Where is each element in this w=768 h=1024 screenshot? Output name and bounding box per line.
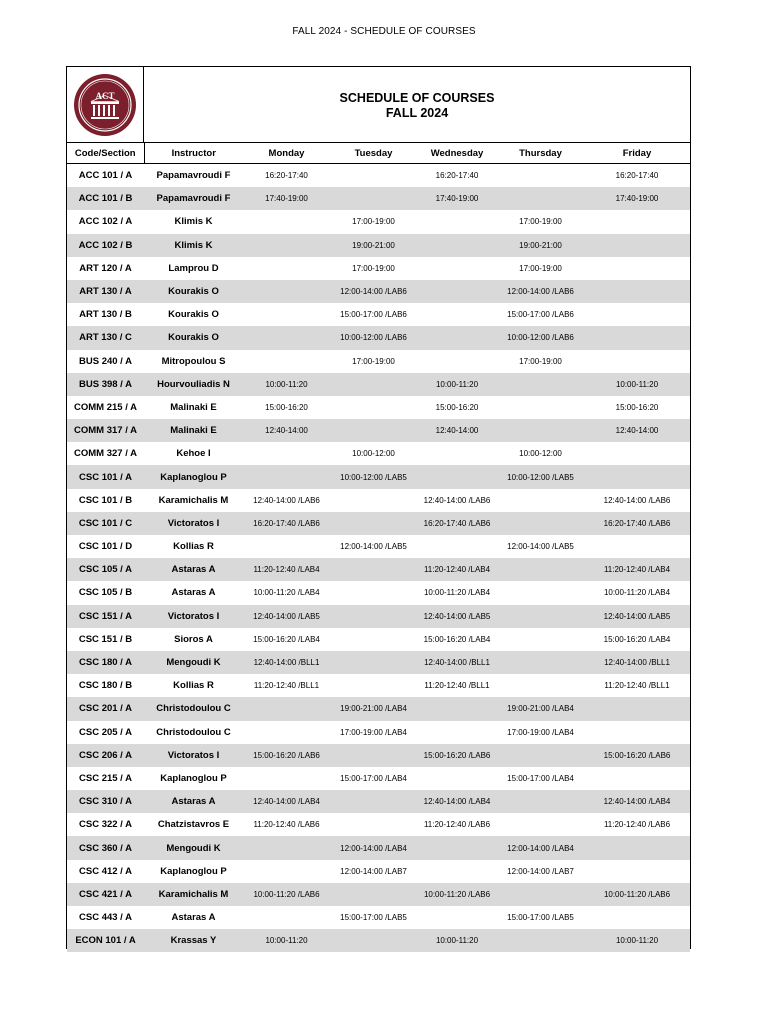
instructor-cell: Astaras A — [171, 587, 216, 599]
course-code-cell: CSC 206 / A — [67, 744, 144, 767]
course-code-cell: CSC 151 / B — [78, 633, 133, 645]
friday-cell: 16:20-17:40 /LAB6 — [584, 512, 690, 535]
monday-cell — [243, 767, 330, 790]
thursday-cell: 15:00-17:00 /LAB6 — [507, 310, 574, 320]
course-code-cell: CSC 205 / A — [79, 726, 132, 738]
table-row — [67, 790, 690, 813]
table-row — [67, 465, 690, 488]
tuesday-cell — [330, 164, 417, 188]
friday-cell: 10:00-11:20 /LAB4 — [603, 588, 671, 598]
instructor-cell: Kaplanoglou P — [144, 465, 243, 488]
tuesday-cell: 15:00-17:00 /LAB4 — [340, 773, 407, 783]
tuesday-cell — [330, 558, 417, 581]
thursday-cell — [497, 512, 584, 535]
wednesday-cell: 10:00-11:20 — [417, 373, 497, 396]
instructor-cell: Papamavroudi F — [156, 170, 231, 182]
friday-cell — [584, 721, 690, 744]
table-body — [67, 164, 690, 953]
wednesday-cell: 16:20-17:40 /LAB6 — [417, 512, 497, 535]
tuesday-cell — [330, 396, 417, 419]
thursday-cell: 17:00-19:00 — [519, 217, 562, 227]
friday-cell: 11:20-12:40 /BLL1 — [604, 681, 670, 691]
wednesday-cell — [417, 860, 497, 883]
instructor-cell: Kollias R — [173, 680, 214, 692]
friday-cell: 10:00-11:20 /LAB6 — [584, 883, 690, 906]
act-logo-seal — [72, 72, 138, 138]
thursday-cell: 15:00-17:00 /LAB4 — [507, 773, 574, 783]
instructor-cell: Mengoudi K — [144, 836, 243, 859]
friday-cell: 12:40-14:00 /LAB4 — [584, 790, 690, 813]
logo-cell — [67, 67, 144, 142]
thursday-cell — [497, 187, 584, 210]
friday-cell — [584, 210, 690, 233]
monday-cell — [243, 234, 330, 257]
monday-cell: 11:20-12:40 /LAB6 — [253, 820, 320, 830]
instructor-cell: Malinaki E — [144, 419, 243, 442]
wednesday-cell — [417, 465, 497, 488]
instructor-cell: Mitropoulou S — [161, 355, 226, 367]
instructor-cell: Chatzistavros E — [157, 819, 230, 831]
table-row — [67, 164, 690, 188]
page-header: FALL 2024 - SCHEDULE OF COURSES — [292, 26, 476, 37]
table-row — [67, 187, 690, 210]
table-row — [67, 419, 690, 442]
friday-cell: 12:40-14:00 /LAB5 — [584, 605, 690, 628]
table-row — [67, 813, 690, 836]
wednesday-cell: 15:00-16:20 /LAB6 — [417, 744, 497, 767]
course-code-cell: ACC 102 / B — [67, 234, 144, 257]
monday-cell — [243, 697, 330, 720]
monday-cell: 10:00-11:20 — [243, 373, 330, 396]
monday-cell — [243, 442, 330, 465]
thursday-cell — [497, 790, 584, 813]
tuesday-cell — [330, 605, 417, 628]
friday-cell: 16:20-17:40 — [615, 171, 659, 181]
wednesday-cell: 16:20-17:40 — [435, 171, 479, 181]
tuesday-cell — [330, 419, 417, 442]
thursday-cell — [497, 164, 584, 188]
tuesday-cell: 12:00-14:00 /LAB7 — [340, 866, 407, 876]
thursday-cell — [497, 674, 584, 697]
title-block — [144, 67, 690, 142]
instructor-cell: Victoratos I — [144, 605, 243, 628]
course-code-cell: CSC 322 / A — [79, 819, 132, 831]
course-code-cell: CSC 215 / A — [79, 772, 132, 784]
column-header-thursday: Thursday — [497, 143, 584, 164]
thursday-cell: 10:00-12:00 /LAB5 — [497, 465, 584, 488]
tuesday-cell: 15:00-17:00 /LAB6 — [340, 310, 407, 320]
wednesday-cell: 11:20-12:40 /BLL1 — [424, 681, 490, 691]
wednesday-cell — [417, 535, 497, 558]
monday-cell — [243, 280, 330, 303]
wednesday-cell — [417, 697, 497, 720]
instructor-cell: Christodoulou C — [144, 697, 243, 720]
wednesday-cell — [417, 350, 497, 373]
instructor-cell: Kourakis O — [168, 309, 219, 321]
course-code-cell: CSC 421 / A — [67, 883, 144, 906]
title-row — [67, 67, 690, 143]
thursday-cell: 10:00-12:00 — [519, 449, 562, 459]
tuesday-cell — [330, 929, 417, 952]
wednesday-cell — [417, 257, 497, 280]
monday-cell: 15:00-16:20 /LAB6 — [243, 744, 330, 767]
thursday-cell — [497, 651, 584, 674]
table-row — [67, 442, 690, 465]
thursday-cell — [497, 605, 584, 628]
instructor-cell: Karamichalis M — [158, 494, 229, 506]
instructor-cell: Sioros A — [174, 633, 213, 645]
monday-cell — [243, 350, 330, 373]
tuesday-cell: 12:00-14:00 /LAB4 — [330, 836, 417, 859]
table-row — [67, 303, 690, 326]
course-code-cell: ART 130 / A — [67, 280, 144, 303]
thursday-cell — [497, 558, 584, 581]
table-row — [67, 767, 690, 790]
wednesday-cell — [417, 906, 497, 929]
monday-cell: 12:40-14:00 /LAB4 — [243, 790, 330, 813]
instructor-cell: Astaras A — [144, 790, 243, 813]
course-code-cell: CSC 360 / A — [67, 836, 144, 859]
course-code-cell: BUS 398 / A — [67, 373, 144, 396]
tuesday-cell: 17:00-19:00 — [352, 263, 395, 273]
thursday-cell — [497, 396, 584, 419]
instructor-cell: Kollias R — [173, 541, 214, 553]
monday-cell — [243, 257, 330, 280]
column-header-code: Code/Section — [67, 143, 144, 164]
friday-cell: 10:00-11:20 — [584, 929, 690, 952]
table-row — [67, 257, 690, 280]
friday-cell: 12:40-14:00 — [584, 419, 690, 442]
table-row — [67, 697, 690, 720]
monday-cell — [243, 721, 330, 744]
wednesday-cell: 12:40-14:00 — [417, 419, 497, 442]
wednesday-cell: 15:00-16:20 /LAB4 — [423, 634, 491, 644]
course-code-cell: ART 130 / C — [67, 326, 144, 349]
instructor-cell: Lamprou D — [168, 262, 219, 274]
column-header-tuesday: Tuesday — [330, 143, 417, 164]
wednesday-cell — [417, 721, 497, 744]
course-code-cell: CSC 105 / A — [67, 558, 144, 581]
monday-cell — [243, 906, 330, 929]
friday-cell: 15:00-16:20 — [615, 402, 659, 412]
thursday-cell — [497, 929, 584, 952]
monday-cell — [243, 535, 330, 558]
monday-cell — [243, 210, 330, 233]
thursday-cell: 17:00-19:00 — [519, 263, 562, 273]
tuesday-cell — [330, 489, 417, 512]
monday-cell — [243, 303, 330, 326]
instructor-cell: Christodoulou C — [156, 726, 231, 738]
tuesday-cell — [330, 883, 417, 906]
thursday-cell: 12:00-14:00 /LAB4 — [497, 836, 584, 859]
thursday-cell — [497, 628, 584, 651]
instructor-cell: Mengoudi K — [144, 651, 243, 674]
instructor-cell: Astaras A — [144, 558, 243, 581]
table-row — [67, 721, 690, 744]
thursday-cell — [497, 489, 584, 512]
friday-cell: 11:20-12:40 /LAB6 — [603, 820, 671, 830]
course-code-cell: COMM 327 / A — [74, 448, 137, 460]
tuesday-cell: 12:00-14:00 /LAB5 — [340, 542, 407, 552]
tuesday-cell — [330, 744, 417, 767]
friday-cell — [584, 767, 690, 790]
tuesday-cell: 17:00-19:00 — [352, 356, 395, 366]
course-code-cell: CSC 101 / A — [67, 465, 144, 488]
table-row — [67, 373, 690, 396]
friday-cell — [584, 906, 690, 929]
friday-cell — [584, 697, 690, 720]
tuesday-cell — [330, 813, 417, 836]
thursday-cell: 12:00-14:00 /LAB6 — [497, 280, 584, 303]
wednesday-cell — [417, 303, 497, 326]
instructor-cell: Kourakis O — [144, 280, 243, 303]
wednesday-cell — [417, 210, 497, 233]
instructor-cell: Victoratos I — [144, 512, 243, 535]
wednesday-cell: 11:20-12:40 /LAB6 — [423, 820, 491, 830]
wednesday-cell: 12:40-14:00 /LAB4 — [417, 790, 497, 813]
monday-cell: 12:40-14:00 — [243, 419, 330, 442]
instructor-cell: Krassas Y — [144, 929, 243, 952]
title-line-1: SCHEDULE OF COURSES — [339, 90, 495, 105]
monday-cell: 11:20-12:40 /LAB4 — [243, 558, 330, 581]
friday-cell: 15:00-16:20 /LAB6 — [584, 744, 690, 767]
course-code-cell: ACC 102 / A — [78, 216, 133, 228]
monday-cell: 11:20-12:40 /BLL1 — [253, 681, 320, 691]
instructor-cell: Kaplanoglou P — [160, 865, 227, 877]
instructor-cell: Malinaki E — [170, 401, 217, 413]
monday-cell: 10:00-11:20 /LAB6 — [243, 883, 330, 906]
friday-cell — [584, 280, 690, 303]
table-row — [67, 605, 690, 628]
course-code-cell: BUS 240 / A — [79, 355, 132, 367]
instructor-cell: Kaplanoglou P — [160, 772, 227, 784]
friday-cell: 17:40-19:00 — [584, 187, 690, 210]
table-row — [67, 489, 690, 512]
course-code-cell: CSC 151 / A — [67, 605, 144, 628]
monday-cell — [243, 465, 330, 488]
instructor-cell: Klimis K — [174, 216, 213, 228]
table-row — [67, 860, 690, 883]
tuesday-cell — [330, 373, 417, 396]
instructor-cell: Astaras A — [171, 912, 216, 924]
monday-cell: 15:00-16:20 — [265, 402, 308, 412]
wednesday-cell: 12:40-14:00 /LAB5 — [417, 605, 497, 628]
wednesday-cell — [417, 234, 497, 257]
tuesday-cell — [330, 790, 417, 813]
wednesday-cell: 17:40-19:00 — [417, 187, 497, 210]
thursday-cell — [497, 883, 584, 906]
tuesday-cell — [330, 581, 417, 604]
course-code-cell: CSC 201 / A — [67, 697, 144, 720]
column-header-instructor: Instructor — [144, 143, 243, 164]
monday-cell: 16:20-17:40 — [265, 171, 308, 181]
monday-cell — [243, 860, 330, 883]
course-table — [67, 143, 690, 952]
friday-cell — [584, 465, 690, 488]
table-row — [67, 234, 690, 257]
friday-cell: 15:00-16:20 /LAB4 — [603, 634, 671, 644]
thursday-cell: 12:00-14:00 /LAB5 — [507, 542, 574, 552]
course-code-cell: CSC 101 / B — [78, 494, 133, 506]
friday-cell — [584, 303, 690, 326]
tuesday-cell — [330, 651, 417, 674]
title-line-2: FALL 2024 — [385, 105, 449, 120]
table-row — [67, 906, 690, 929]
instructor-cell: Victoratos I — [144, 744, 243, 767]
table-row — [67, 628, 690, 651]
table-row — [67, 280, 690, 303]
course-code-cell: CSC 443 / A — [79, 912, 132, 924]
wednesday-cell — [417, 326, 497, 349]
instructor-cell: Hourvouliadis N — [144, 373, 243, 396]
friday-cell — [584, 326, 690, 349]
table-row — [67, 883, 690, 906]
monday-cell — [243, 326, 330, 349]
thursday-cell — [497, 744, 584, 767]
friday-cell — [584, 350, 690, 373]
wednesday-cell: 12:40-14:00 /BLL1 — [417, 651, 497, 674]
course-code-cell: ART 130 / B — [79, 309, 132, 321]
monday-cell: 15:00-16:20 /LAB4 — [253, 634, 320, 644]
monday-cell — [243, 836, 330, 859]
tuesday-cell: 10:00-12:00 /LAB5 — [330, 465, 417, 488]
table-row — [67, 326, 690, 349]
monday-cell: 12:40-14:00 /BLL1 — [243, 651, 330, 674]
course-code-cell: COMM 317 / A — [67, 419, 144, 442]
course-code-cell: ACC 101 / B — [67, 187, 144, 210]
table-row — [67, 210, 690, 233]
course-code-cell: CSC 180 / B — [78, 680, 133, 692]
table-row — [67, 929, 690, 952]
friday-cell — [584, 442, 690, 465]
thursday-cell — [497, 373, 584, 396]
tuesday-cell: 10:00-12:00 /LAB6 — [330, 326, 417, 349]
wednesday-cell: 10:00-11:20 /LAB4 — [423, 588, 491, 598]
friday-cell — [584, 257, 690, 280]
wednesday-cell: 11:20-12:40 /LAB4 — [417, 558, 497, 581]
table-row — [67, 581, 690, 604]
course-code-cell: CSC 101 / D — [78, 541, 133, 553]
table-row — [67, 836, 690, 859]
table-row — [67, 535, 690, 558]
wednesday-cell: 12:40-14:00 /LAB6 — [423, 495, 491, 505]
wednesday-cell: 10:00-11:20 /LAB6 — [417, 883, 497, 906]
tuesday-cell: 10:00-12:00 — [352, 449, 395, 459]
wednesday-cell: 10:00-11:20 — [417, 929, 497, 952]
monday-cell: 16:20-17:40 /LAB6 — [243, 512, 330, 535]
instructor-cell: Papamavroudi F — [144, 187, 243, 210]
table-row — [67, 651, 690, 674]
table-row — [67, 744, 690, 767]
wednesday-cell: 15:00-16:20 — [435, 402, 479, 412]
friday-cell: 11:20-12:40 /LAB4 — [584, 558, 690, 581]
course-code-cell: CSC 105 / B — [78, 587, 133, 599]
friday-cell — [584, 836, 690, 859]
monday-cell: 12:40-14:00 /LAB6 — [253, 495, 320, 505]
table-row — [67, 674, 690, 697]
column-header-monday: Monday — [243, 143, 330, 164]
monday-cell: 17:40-19:00 — [243, 187, 330, 210]
tuesday-cell: 19:00-21:00 /LAB4 — [330, 697, 417, 720]
course-code-cell: CSC 310 / A — [67, 790, 144, 813]
thursday-cell: 19:00-21:00 — [497, 234, 584, 257]
thursday-cell: 19:00-21:00 /LAB4 — [497, 697, 584, 720]
course-code-cell: CSC 180 / A — [67, 651, 144, 674]
friday-cell: 12:40-14:00 /BLL1 — [584, 651, 690, 674]
course-code-cell: CSC 412 / A — [79, 865, 132, 877]
table-row — [67, 350, 690, 373]
friday-cell — [584, 860, 690, 883]
tuesday-cell — [330, 628, 417, 651]
thursday-cell — [497, 813, 584, 836]
thursday-cell — [497, 581, 584, 604]
wednesday-cell — [417, 767, 497, 790]
instructor-cell: Klimis K — [144, 234, 243, 257]
monday-cell: 12:40-14:00 /LAB5 — [243, 605, 330, 628]
tuesday-cell: 17:00-19:00 — [352, 217, 395, 227]
thursday-cell: 17:00-19:00 — [519, 356, 562, 366]
wednesday-cell — [417, 442, 497, 465]
course-code-cell: ART 120 / A — [79, 262, 132, 274]
course-code-cell: CSC 101 / C — [67, 512, 144, 535]
friday-cell — [584, 535, 690, 558]
svg-text:ACT: ACT — [95, 90, 115, 101]
tuesday-cell: 17:00-19:00 /LAB4 — [340, 727, 407, 737]
tuesday-cell — [330, 187, 417, 210]
table-row — [67, 512, 690, 535]
tuesday-cell — [330, 674, 417, 697]
tuesday-cell: 19:00-21:00 — [330, 234, 417, 257]
thursday-cell: 15:00-17:00 /LAB5 — [507, 913, 574, 923]
thursday-cell: 10:00-12:00 /LAB6 — [497, 326, 584, 349]
column-header-wednesday: Wednesday — [417, 143, 497, 164]
monday-cell: 10:00-11:20 /LAB4 — [253, 588, 320, 598]
thursday-cell: 17:00-19:00 /LAB4 — [507, 727, 574, 737]
instructor-cell: Kourakis O — [144, 326, 243, 349]
friday-cell: 10:00-11:20 — [584, 373, 690, 396]
friday-cell: 12:40-14:00 /LAB6 — [603, 495, 671, 505]
instructor-cell: Kehoe I — [176, 448, 211, 460]
course-code-cell: ECON 101 / A — [67, 929, 144, 952]
tuesday-cell: 12:00-14:00 /LAB6 — [330, 280, 417, 303]
wednesday-cell — [417, 280, 497, 303]
schedule-sheet — [66, 66, 691, 949]
wednesday-cell — [417, 836, 497, 859]
table-header-row — [67, 143, 690, 164]
table-row — [67, 558, 690, 581]
tuesday-cell — [330, 512, 417, 535]
course-code-cell: COMM 215 / A — [74, 401, 137, 413]
table-row — [67, 396, 690, 419]
instructor-cell: Karamichalis M — [144, 883, 243, 906]
thursday-cell: 12:00-14:00 /LAB7 — [507, 866, 574, 876]
course-code-cell: ACC 101 / A — [78, 170, 133, 182]
friday-cell — [584, 234, 690, 257]
tuesday-cell: 15:00-17:00 /LAB5 — [340, 913, 407, 923]
column-header-friday: Friday — [584, 143, 690, 164]
monday-cell: 10:00-11:20 — [243, 929, 330, 952]
thursday-cell — [497, 419, 584, 442]
